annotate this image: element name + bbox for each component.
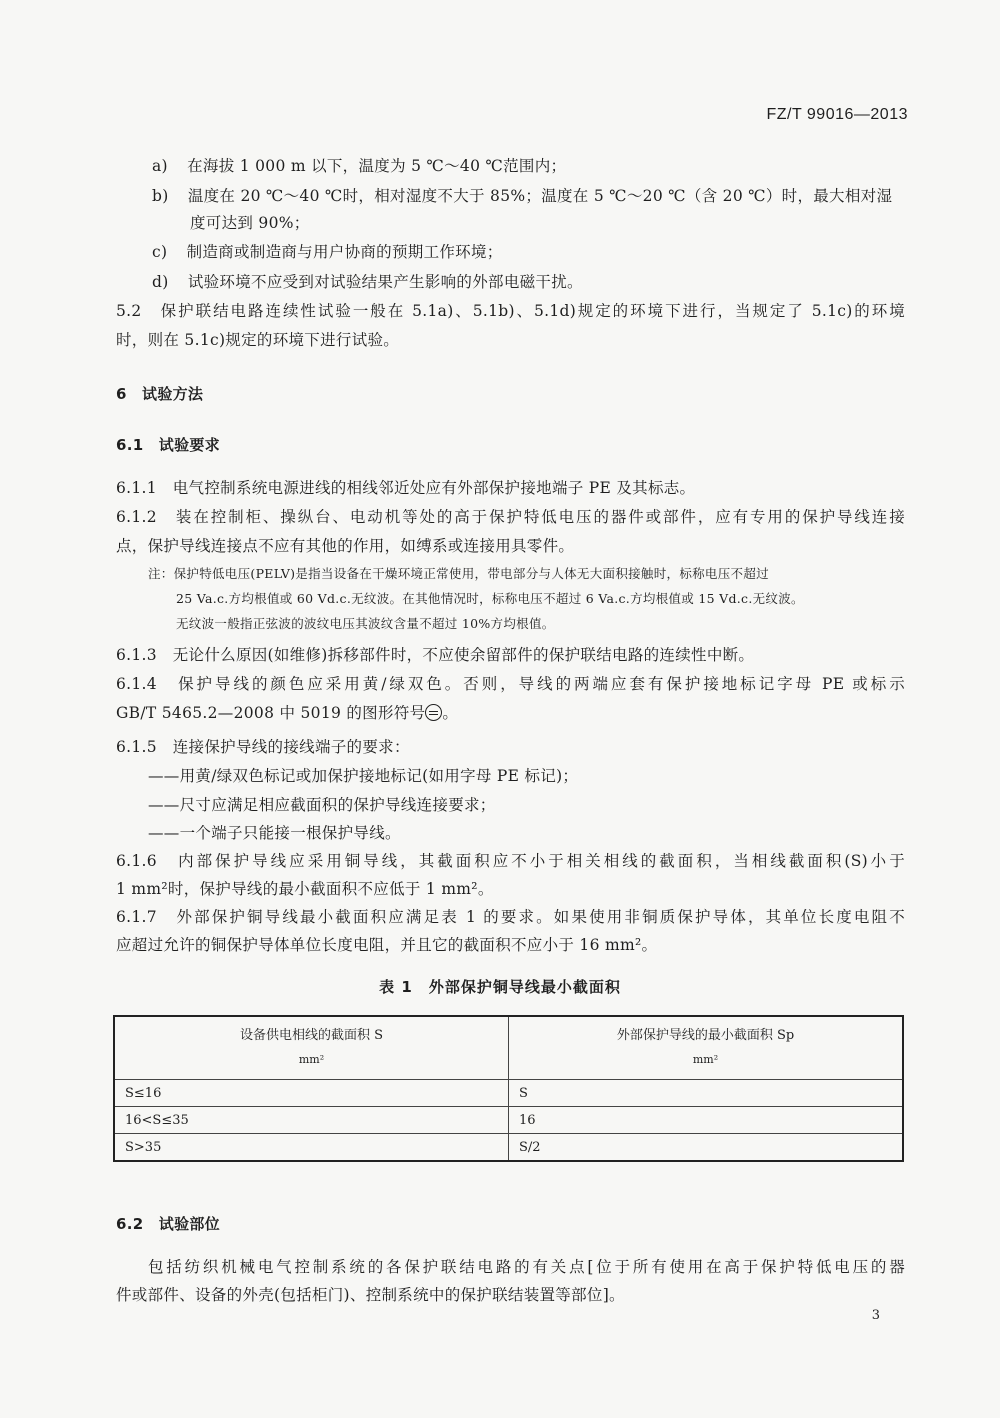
clause-5-2-line2: 时，则在 5.1c)规定的环境下进行试验。 bbox=[116, 331, 400, 349]
condition-text: 试验环境不应受到对试验结果产生影响的外部电磁干扰。 bbox=[187, 273, 583, 291]
clause-5-2-line1: 5.2 保护联结电路连续性试验一般在 5.1a)、5.1b)、5.1d)规定的环境下进行，当规定了 5.1c)的环境 bbox=[116, 302, 905, 320]
standard-code: FZ/T 99016—2013 bbox=[766, 106, 908, 123]
note-line2: 25 Va.c.方均根值或 60 Vd.c.无纹波。在其他情况时，标称电压不超过 6 Va.c.方均根值或 15 Vd.c.无纹波。 bbox=[176, 591, 804, 606]
clause-6-1-1: 6.1.1 电气控制系统电源进线的相线邻近处应有外部保护接地端子 PE 及其标志。 bbox=[116, 479, 696, 497]
clause-text-end: 。 bbox=[442, 704, 459, 722]
header-unit: mm² bbox=[692, 1053, 719, 1066]
clause-6-1-3: 6.1.3 无论什么原因(如维修)拆移部件时，不应使余留部件的保护联结电路的连续性中断。 bbox=[116, 646, 755, 664]
table-cell: 16<S≤35 bbox=[114, 1107, 509, 1134]
note-line3: 无纹波一般指正弦波的波纹电压其波纹含量不超过 10%方均根值。 bbox=[176, 616, 555, 631]
condition-label: c) bbox=[152, 243, 168, 261]
condition-a bbox=[152, 154, 566, 176]
table-header-row bbox=[114, 1016, 903, 1080]
clause-text: GB/T 5465.2—2008 中 5019 的图形符号 bbox=[116, 704, 426, 722]
section-6-1-title: 6.1 试验要求 bbox=[116, 436, 220, 454]
table-1 bbox=[113, 1015, 904, 1162]
condition-label: a) bbox=[152, 157, 168, 175]
condition-text: 温度在 20 ℃～40 ℃时，相对湿度不大于 85%；温度在 5 ℃～20 ℃（含 20 ℃）时，最大相对湿 bbox=[187, 187, 893, 205]
clause-6-1-5-line1: 6.1.5 连接保护导线的接线端子的要求： bbox=[116, 738, 410, 756]
table-cell: S≤16 bbox=[114, 1080, 509, 1107]
header-title: 外部保护导线的最小截面积 Sp bbox=[616, 1028, 795, 1043]
clause-6-1-6-line1: 6.1.6 内部保护导线应采用铜导线，其截面积应不小于相关相线的截面积，当相线截面积(S)小于 bbox=[116, 852, 905, 870]
clause-6-2-line1: 包括纺织机械电气控制系统的各保护联结电路的有关点[位于所有使用在高于保护特低电压的器 bbox=[148, 1258, 905, 1276]
header-unit: mm² bbox=[298, 1053, 325, 1066]
table-1-caption: 表 1 外部保护铜导线最小截面积 bbox=[379, 978, 621, 996]
clause-6-1-6-line2: 1 mm²时，保护导线的最小截面积不应低于 1 mm²。 bbox=[116, 880, 494, 898]
clause-6-1-5-item: ——一个端子只能接一根保护导线。 bbox=[148, 824, 401, 842]
condition-b-continued: 度可达到 90%； bbox=[190, 214, 310, 232]
clause-6-1-7-line2: 应超过允许的铜保护导体单位长度电阻，并且它的截面积不应小于 16 mm²。 bbox=[116, 936, 658, 954]
clause-6-1-5-item: ——尺寸应满足相应截面积的保护导线连接要求； bbox=[148, 796, 496, 814]
table-row bbox=[114, 1134, 903, 1162]
table-cell: S/2 bbox=[509, 1134, 904, 1162]
clause-6-2-line2: 件或部件、设备的外壳(包括柜门)、控制系统中的保护联结装置等部位]。 bbox=[116, 1286, 625, 1304]
clause-6-1-7-line1: 6.1.7 外部保护铜导线最小截面积应满足表 1 的要求。如果使用非铜质保护导体，其单位长度电阻不 bbox=[116, 908, 905, 926]
condition-label: d) bbox=[152, 273, 169, 291]
condition-text: 制造商或制造商与用户协商的预期工作环境； bbox=[186, 243, 503, 261]
table-cell: 16 bbox=[509, 1107, 904, 1134]
condition-text: 在海拔 1 000 m 以下，温度为 5 ℃～40 ℃范围内； bbox=[187, 157, 567, 175]
clause-6-1-4-line1: 6.1.4 保护导线的颜色应采用黄/绿双色。否则，导线的两端应套有保护接地标记字母 PE 或标示 bbox=[116, 675, 905, 693]
section-6-title: 6 试验方法 bbox=[116, 385, 204, 403]
clause-6-1-5-item: ——用黄/绿双色标记或加保护接地标记(如用字母 PE 标记)； bbox=[148, 767, 579, 785]
condition-b bbox=[152, 184, 892, 206]
page-number: 3 bbox=[871, 1308, 880, 1323]
header-title: 设备供电相线的截面积 S bbox=[239, 1028, 384, 1043]
table-cell: S>35 bbox=[114, 1134, 509, 1162]
table-cell: S bbox=[509, 1080, 904, 1107]
table-header-cell bbox=[114, 1016, 509, 1080]
clause-6-1-2-line2: 点，保护导线连接点不应有其他的作用，如缚系或连接用具零件。 bbox=[116, 537, 575, 555]
note-line1: 注：保护特低电压(PELV)是指当设备在干燥环境正常使用，带电部分与人体无大面积接触时，标称电压不超过 bbox=[148, 566, 769, 581]
condition-d bbox=[152, 270, 583, 292]
section-6-2-title: 6.2 试验部位 bbox=[116, 1215, 220, 1233]
table-row bbox=[114, 1080, 903, 1107]
condition-c bbox=[152, 240, 503, 262]
table-header-cell bbox=[509, 1016, 904, 1080]
clause-6-1-2-line1: 6.1.2 装在控制柜、操纵台、电动机等处的高于保护特低电压的器件或部件，应有专用的保护导线连接 bbox=[116, 508, 905, 526]
condition-label: b) bbox=[152, 187, 169, 205]
protective-earth-symbol-icon bbox=[425, 704, 442, 721]
clause-6-1-4-line2 bbox=[116, 701, 458, 723]
table-row bbox=[114, 1107, 903, 1134]
